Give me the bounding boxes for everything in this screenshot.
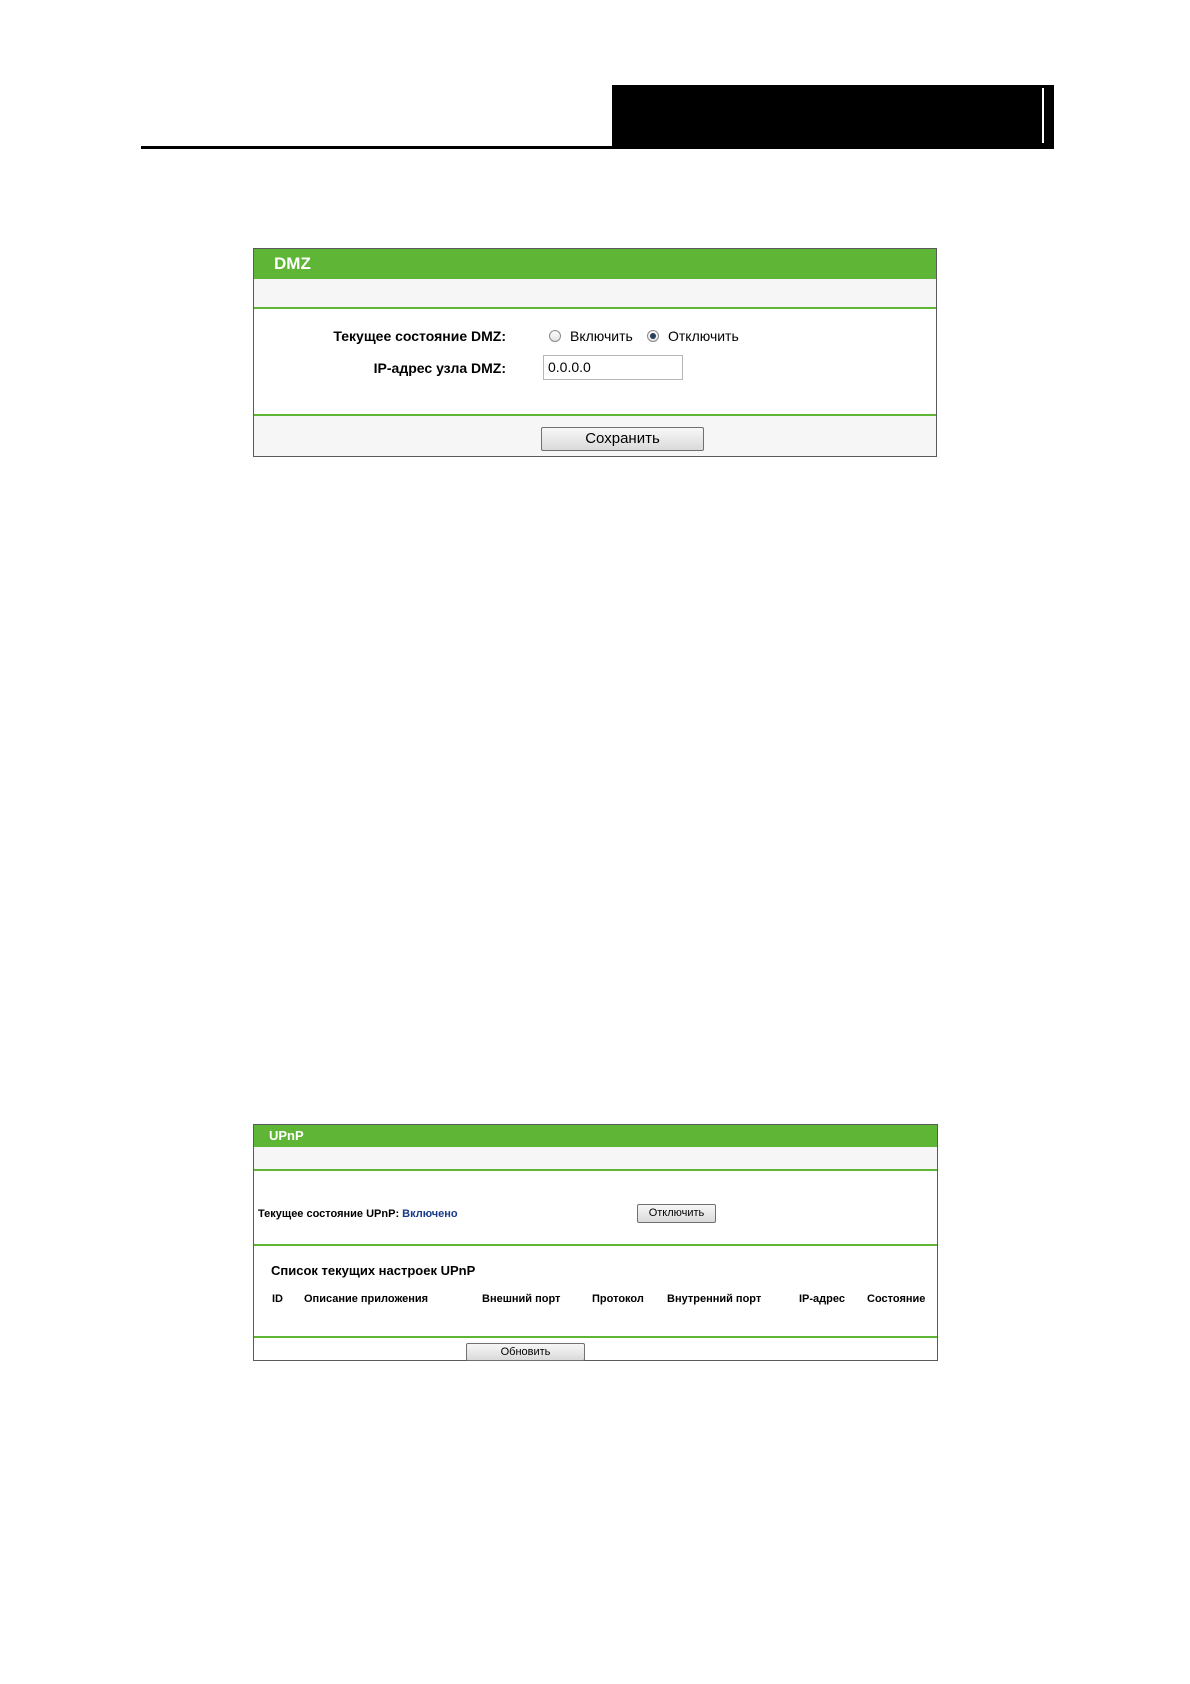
upnp-col-id: ID — [272, 1293, 283, 1305]
upnp-col-external-port: Внешний порт — [482, 1293, 561, 1305]
upnp-col-ip-address: IP-адрес — [799, 1293, 845, 1305]
dmz-status-label: Текущее состояние DMZ: — [333, 328, 506, 344]
upnp-status-value: Включено — [402, 1208, 458, 1220]
page-header-rule — [141, 146, 1054, 149]
upnp-refresh-button[interactable]: Обновить — [466, 1343, 585, 1361]
upnp-panel-title: UPnP — [254, 1125, 937, 1147]
dmz-save-button[interactable]: Сохранить — [541, 427, 704, 451]
upnp-panel — [253, 1124, 938, 1361]
dmz-enable-label[interactable]: Включить — [570, 328, 633, 344]
upnp-col-internal-port: Внутренний порт — [667, 1293, 762, 1305]
upnp-divider-middle — [254, 1244, 937, 1246]
upnp-divider-top — [254, 1169, 937, 1171]
page-header-notch — [1042, 88, 1044, 143]
upnp-col-description: Описание приложения — [304, 1293, 429, 1305]
upnp-status-line — [258, 1208, 458, 1220]
dmz-enable-radio[interactable] — [549, 330, 561, 342]
dmz-disable-radio[interactable] — [647, 330, 659, 342]
dmz-divider-top — [254, 307, 936, 309]
upnp-divider-bottom — [254, 1336, 937, 1338]
upnp-disable-button[interactable]: Отключить — [637, 1204, 716, 1223]
upnp-status-label: Текущее состояние UPnP: — [258, 1208, 400, 1220]
dmz-panel — [253, 248, 937, 457]
dmz-disable-label[interactable]: Отключить — [668, 328, 739, 344]
page-header-block — [612, 85, 1054, 147]
dmz-top-band — [254, 279, 936, 307]
dmz-ip-label: IP-адрес узла DMZ: — [373, 360, 506, 376]
upnp-col-status: Состояние — [867, 1293, 926, 1305]
upnp-list-title: Список текущих настроек UPnP — [271, 1263, 476, 1278]
upnp-top-band — [254, 1147, 937, 1169]
dmz-ip-input[interactable]: 0.0.0.0 — [543, 355, 683, 380]
upnp-col-protocol: Протокол — [592, 1293, 644, 1305]
dmz-panel-title: DMZ — [254, 249, 936, 279]
